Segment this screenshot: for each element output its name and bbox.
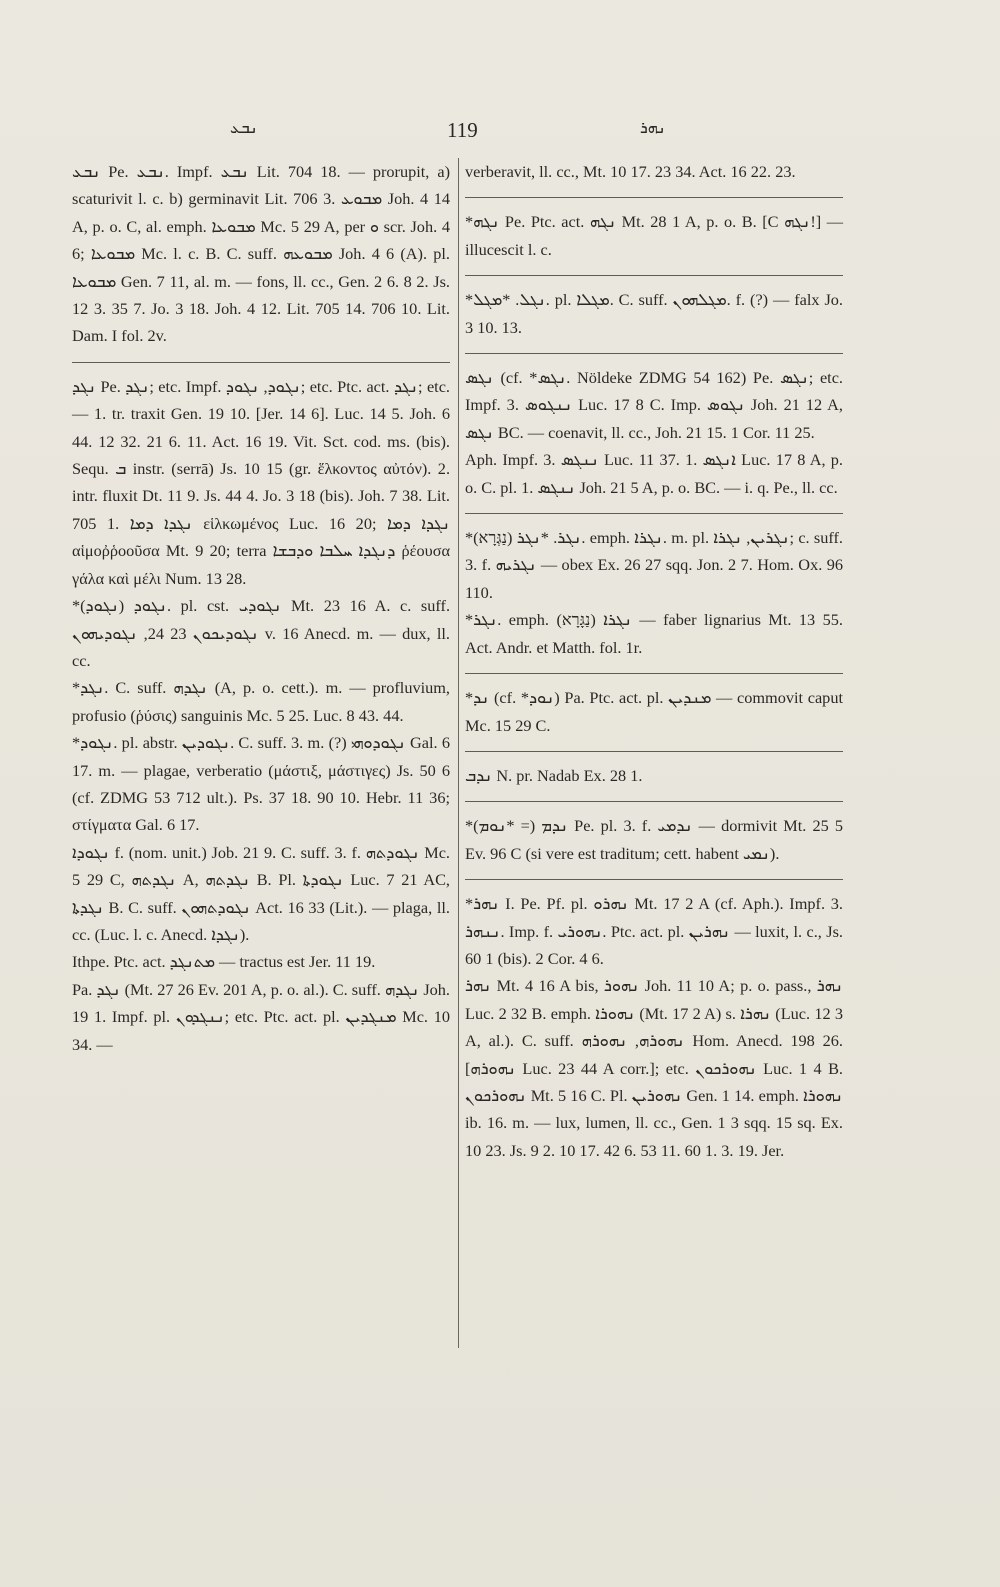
entry-ngod-plagae: *ܢܓܘܕ. pl. abstr. ܢܓܘܕܝܢ. C. suff. 3. m. (?) ܢܓܘܕܘܗܝ Gal. 6 17. m. — plagae, verberatio (μάστιξ, μάστιγες) Js. 50 6 (cf. ZDMG 53 712 ult.). Ps. 37 18. 90 10. Hebr. 11 36; στίγματα Gal. 6 17.: [72, 733, 450, 835]
entry-nhr: *ܢܗܪ I. Pe. Pf. pl. ܢܗܪܘ Mt. 17 2 A (cf. Aph.). Impf. 3. ܢܢܗܪ. Imp. f. ܢܗܘܪܝ. Ptc. act. pl. ܢܗܪܝܢ — luxit, l. c., Js. 60 1 (bis). 2 Cor. 4 6.: [465, 894, 843, 968]
entry-ngh: *ܢܓܗ Pe. Ptc. act. ܢܓܗ Mt. 28 1 A, p. o. B. [C ܢܓܗ!] — illucescit l. c.: [465, 212, 844, 259]
entry-divider: [465, 353, 843, 354]
entry-ngr-faber: *ܢܓܪ. emph. ܢܓܪܐ (נַגָּרָא) — faber lignarius Mt. 13 55. Act. Andr. et Matth. fol. 1r.: [465, 610, 844, 657]
entry-ndm: *ܢܕܡ (= *ܢܘܡ) Pe. pl. 3. f. ܢܕܡܝ — dormivit Mt. 25 5 Ev. 96 C (si vere est traditum; cett. habent ܢܡܝ).: [465, 816, 843, 863]
entry-aph: Aph. Impf. 3. ܢܢܓܣ Luc. 11 37. 1. ܐܢܓܣ Luc. 17 8 A, p. o. C. pl. 1. ܢܢܓܣ Joh. 21 5 A, p. o. BC. — i. q. Pe., ll. cc.: [465, 450, 843, 497]
entry-ngod: *ܢܓܘܕ (ܢܓܘܕ). pl. cst. ܢܓܘܕܝ Mt. 23 16 A. c. suff. ܢܓܘܕܝܟܘܢ 23 24, ܢܓܘܕܝܗܘܢ v. 16 Anecd. m. — dux, ll. cc.: [72, 596, 451, 670]
entry-ngs: ܢܓܣ (cf. *ܢܓܣ. Nöldeke ZDMG 54 162) Pe. ܢܓܣ; etc. Impf. 3. ܢܢܓܘܣ Luc. 17 8 C. Imp. ܢܓܘܣ Joh. 21 12 A, ܢܓܣ BC. — coenavit, ll. cc., Joh. 21 15. 1 Cor. 11 25.: [465, 368, 843, 442]
entry-ngodta: ܢܓܘܕܐ f. (nom. unit.) Job. 21 9. C. suff. 3. f. ܢܓܘܕܬܗ Mc. 5 29 C, ܢܓܕܬܗ A, ܢܓܕܬܗ B. Pl. ܢܓܘܕܬܐ Luc. 7 21 AC, ܢܓܕܬܐ B. C. suff. ܢܓܘܕܬܗܘܢ Act. 16 33 (Lit.). — plaga, ll. cc. (Luc. l. c. Anecd. ܢܓܕܐ).: [72, 842, 451, 944]
entry-divider: [465, 801, 843, 802]
entry-divider: [465, 751, 843, 752]
right-column: [465, 158, 843, 1164]
entry-nd: *ܢܕ (cf. *ܢܘܕ) Pa. Ptc. act. pl. ܡܢܕܝܢ — commovit caput Mc. 15 29 C.: [465, 688, 843, 735]
entry-ngl: *ܢܓܠ. *ܡܓܠ. pl. ܡܓܠܐ. C. suff. ܡܓܠܗܘܢ. f. (?) — falx Jo. 3 10. 13.: [465, 290, 843, 337]
running-head-right: ܢܗܪ: [640, 120, 666, 137]
left-column: [72, 158, 450, 1058]
entry-ngd: ܢܓܕ Pe. ܢܓܕ; etc. Impf. ܢܓܘܕ, ܢܓܘܕ; etc. Ptc. act. ܢܓܕ; etc. — 1. tr. traxit Gen. 19 10. [Jer. 14 6]. Luc. 14 5. Joh. 6 44. 12 32. 21 6. 11. Act. 16 19. Vit. Sct. cod. ms. (bis). Sequ. ܒ instr. (serrā) Js. 10 15 (gr. ἕλκοντος αὐτόν). 2. intr. fluxit Dt. 11 9. Js. 44 4. Jo. 3 18 (bis). Joh. 7 38. Lit. 705 1. ܢܓܕܐ ܕܡܐ εἱλκωμένος Luc. 16 20; ܢܓܕܐ ܕܡܐ αἱμοῤῥοοῦσα Mt. 9 20; terra ܕܢܓܕܐ ܚܠܒܐ ܘܕܒܫܐ ῥέουσα γάλα καὶ μέλι Num. 13 28.: [72, 376, 451, 588]
running-head: [0, 118, 1000, 148]
page-number: 119: [447, 118, 478, 142]
entry-pa: Pa. ܢܓܕ (Mt. 27 26 Ev. 201 A, p. o. al.). C. suff. ܢܓܕܗ Joh. 19 1. Impf. pl. ܢܢܓܕܘܢ; etc. Ptc. act. pl. ܡܢܓܕܝܢ Mc. 10 34. —: [72, 979, 451, 1054]
entry-divider: [72, 362, 450, 363]
entry-nadab: ܢܕܒ N. pr. Nadab Ex. 28 1.: [465, 765, 643, 785]
entry-verberavit: verberavit, ll. cc., Mt. 10 17. 23 34. Act. 16 22. 23.: [465, 162, 796, 181]
entry-divider: [465, 673, 843, 674]
entry-divider: [465, 879, 843, 880]
entry-nhr-lux: ܢܗܪ Mt. 4 16 A bis, ܢܗܘܪ Joh. 11 10 A; p. o. pass., ܢܗܪ Luc. 2 32 B. emph. ܢܗܘܪܐ (Mt. 17 2 A) s. ܢܗܪܐ (Luc. 12 3 A, al.). C. suff. ܢܗܘܪܗ, ܢܗܘܪܗ Hom. Anecd. 198 26. [ܢܗܘܪܗ Luc. 23 44 A corr.]; etc. ܢܗܘܪܟܘܢ Luc. 1 4 B. ܢܗܘܪܟܘܢ Mt. 5 16 C. Pl. ܢܗܘܪܝܢ Gen. 1 14. emph. ܢܗܘܪܐ ib. 16. m. — lux, lumen, ll. cc., Gen. 1 3 sqq. 15 sq. Ex. 10 23. Js. 9 2. 10 17. 42 6. 53 11. 60 1. 3. 19. Jer.: [465, 976, 844, 1160]
entry-divider: [465, 197, 843, 198]
column-divider: [458, 158, 459, 1348]
entry-divider: [465, 275, 843, 276]
entry-ithpe: Ithpe. Ptc. act. ܡܬܢܓܕ — tractus est Jer. 11 19.: [72, 952, 376, 972]
entry-nbe: ܢܒܥ Pe. ܢܒܥ. Impf. ܢܒܥ Lit. 704 18. — prorupit, a) scaturivit l. c. b) germinavit Lit. 706 3. ܡܒܘܥ Joh. 4 14 A, p. o. C, al. emph. ܡܒܘܥܐ Mc. 5 29 A, per ܘ scr. Joh. 4 6; ܡܒܘܥܐ Mc. l. c. B. C. suff. ܡܒܘܥܗ Joh. 4 6 (A). pl. ܡܒܘܥܐ Gen. 7 11, al. m. — fons, ll. cc., Gen. 2 6. 8 2. Js. 12 3. 35 7. Jo. 3 18. Joh. 4 12. Lit. 705 14. 706 10. Lit. Dam. I fol. 2v.: [72, 162, 450, 346]
entry-ngr-obex: *ܢܓܪ. *ܢܓܪ (נַגְּרָא). emph. ܢܓܪܐ. m. pl. ܢܓܪܝܢ, ܢܓܪܐ; c. suff. 3. f. ܢܓܪܝܗ — obex Ex. 26 27 sqq. Jon. 2 7. Hom. Ox. 96 110.: [465, 528, 844, 602]
entry-ngd-profluvium: *ܢܓܕ. C. suff. ܢܓܕܗ (A, p. o. cett.). m. — profluvium, profusio (ῥύσις) sanguinis Mc. 5 25. Luc. 8 43. 44.: [72, 678, 450, 725]
entry-divider: [465, 513, 843, 514]
running-head-left: ܢܒܥ: [230, 120, 258, 137]
